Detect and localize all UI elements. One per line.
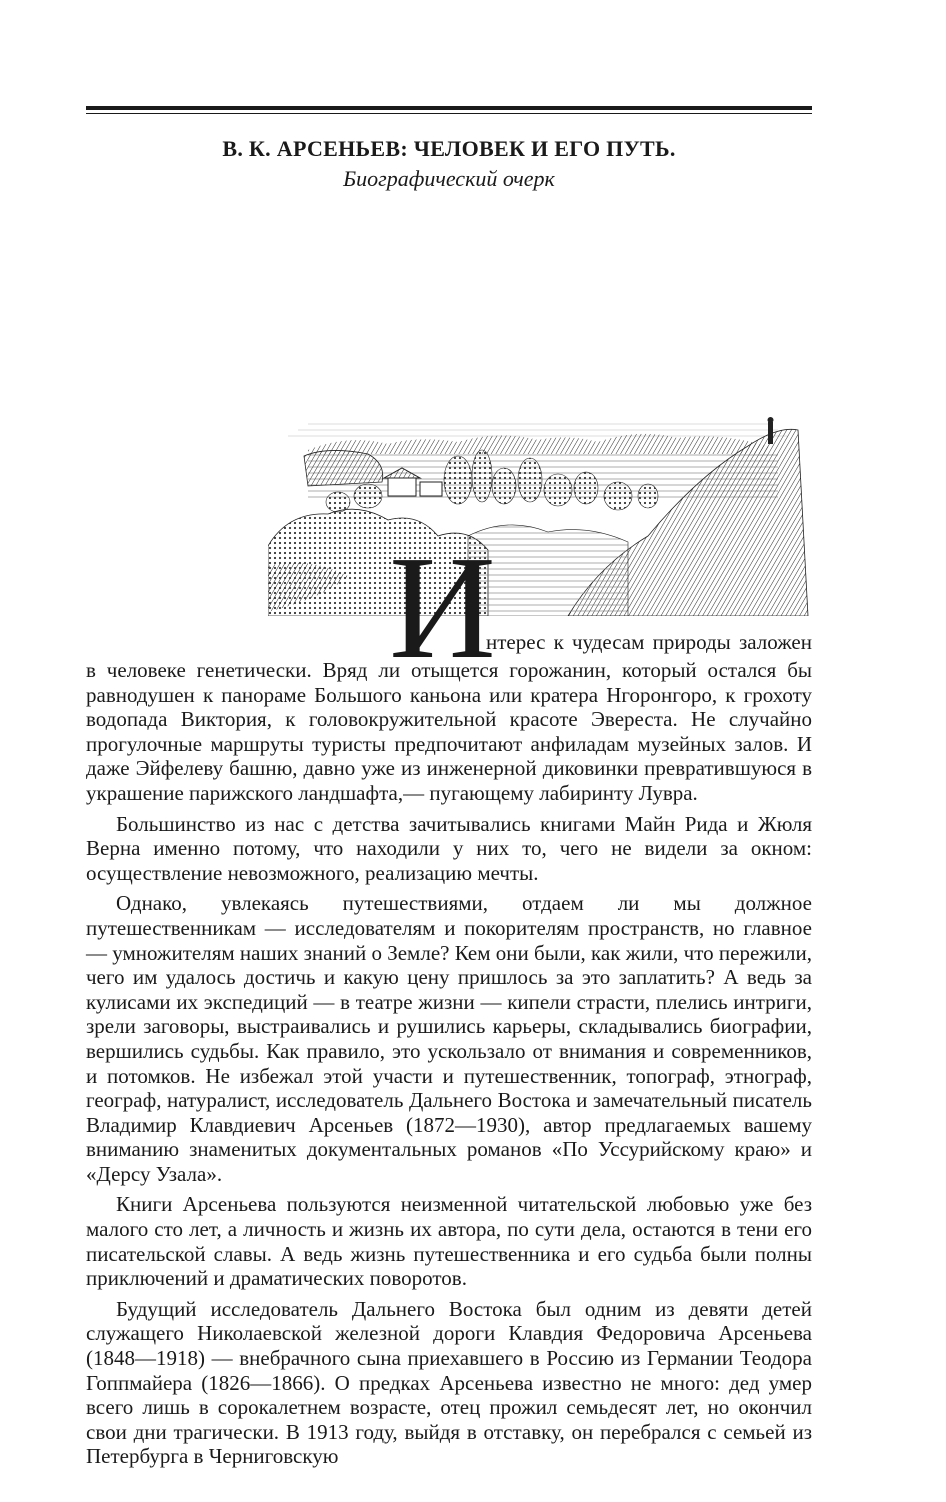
chapter-heading	[86, 134, 812, 194]
paragraph: Однако, увлекаясь путешествиями, отдаем ли мы должное путешественникам — исследователям и покорителям пространств, но главное — умножителям наших знаний о Земле? Кем они были, как жили, что пережили, чего им удалось достичь и какую цену пришлось за это заплатить? А ведь за кулисами их экспедиций — в театре жизни — кипели страсти, плелись интриги, зрели заговоры, выстраивались и рушились карьеры, складывались биографии, вершились судьбы. Как правило, это ускользало от внимания и современников, и потомков. Не избежал этой участи и путешественник, топограф, этнограф, географ, натуралист, исследователь Дальнего Востока и замечательный писатель Владимир Клавдиевич Арсеньев (1872—1930), автор предлагаемых вашему вниманию знаменитых документальных романов «По Уссурийскому краю» и «Дерсу Узала».	[86, 891, 812, 1186]
body-text	[86, 658, 812, 1469]
paragraph: Книги Арсеньева пользуются неизменной читательской любовью уже без малого сто лет, а личность и жизнь их автора, по сути дела, остаются в тени его писательской славы. А ведь жизнь путешественника и его судьба были полны приключений и драматических поворотов.	[86, 1192, 812, 1291]
paragraph: в человеке генетически. Вряд ли отыщется горожанин, который остался бы равнодушен к панораме Большого каньона или кратера Нгоронгоро, к грохоту водопада Виктория, к головокружительной красоте Эвереста. Не случайно прогулочные маршруты туристы предпочитают анфиладам музейных залов. И даже Эйфелеву башню, давно уже из инженерной диковинки превратившуюся в украшение парижского ландшафта,— пугающему лабиринту Лувра.	[86, 658, 812, 805]
paragraph: Большинство из нас с детства зачитывались книгами Майн Рида и Жюля Верна именно потому, что находили у них то, чего не видели за окном: осуществление невозможного, реализацию мечты.	[86, 811, 812, 885]
paragraph: Будущий исследователь Дальнего Востока был одним из девяти детей служащего Николаевской железной дороги Клавдия Федоровича Арсеньева (1848—1918) — внебрачного сына приехавшего в Россию из Германии Теодора Гоппмайера (1826—1866). О предках Арсеньева известно не много: дед умер всего лишь в сорокалетнем возрасте, отец прожил семьдесят лет, но окончил свои дни трагически. В 1913 году, выйдя в отставку, он перебрался с семьей из Петербурга в Черниговскую	[86, 1296, 812, 1469]
first-line-text: нтерес к чудесам природы заложен	[486, 630, 812, 654]
chapter-subtitle: Биографический очерк	[343, 166, 555, 191]
engraved-landscape-illustration	[268, 416, 812, 616]
header-rule-thick	[86, 106, 812, 110]
chapter-title: В. К. АРСЕНЬЕВ: ЧЕЛОВЕК И ЕГО ПУТЬ.	[222, 136, 676, 161]
header-rule-thin	[86, 113, 812, 114]
drop-cap-letter: И	[389, 526, 496, 690]
